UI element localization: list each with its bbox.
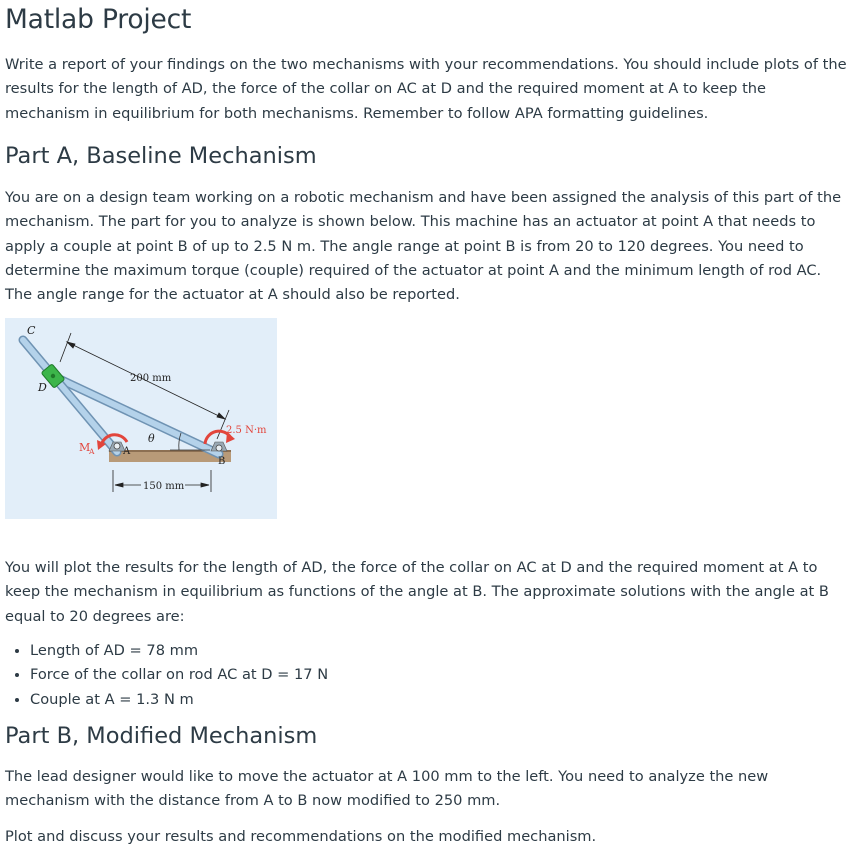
solution-item-ad-length: • Length of AD = 78 mm <box>30 639 328 663</box>
label-ma: M <box>79 441 91 454</box>
rod-db <box>53 376 219 454</box>
label-b: B <box>218 456 226 467</box>
mechanism-diagram <box>5 318 277 519</box>
part-b-paragraph: The lead designer would like to move the actuator at A 100 mm to the left. You need to analyze the new mechanism with the distance from A to B now modified to 250 mm. <box>5 768 769 810</box>
part-a-heading: Part A, Baseline Mechanism <box>5 143 317 169</box>
mechanism-figure <box>5 318 277 519</box>
label-dim-150: 150 mm <box>143 481 185 492</box>
part-b-heading: Part B, Modified Mechanism <box>5 723 318 749</box>
label-c: C <box>27 324 36 337</box>
solution-item-couple-a: • Couple at A = 1.3 N m <box>30 688 328 712</box>
part-a-plot-paragraph: You will plot the results for the length of AD, the force of the collar on AC at D and the required moment at A to keep the mechanism in equilibrium as functions of the angle at B. The approximate solutions with the angle at B equal to 20 degrees are: <box>5 559 829 625</box>
label-couple: 2.5 N·m <box>226 425 267 436</box>
label-ma-sub: A <box>89 447 95 456</box>
label-dim-200: 200 mm <box>130 373 172 384</box>
label-d: D <box>38 381 47 394</box>
label-a: A <box>123 446 131 457</box>
part-b-closing: Plot and discuss your results and recommendations on the modified mechanism. <box>5 828 597 845</box>
solution-item-collar-force: • Force of the collar on rod AC at D = 17 N <box>30 663 328 687</box>
label-theta: θ <box>148 432 155 445</box>
pin-b <box>211 442 227 451</box>
solutions-list <box>5 639 328 712</box>
page-title: Matlab Project <box>5 4 192 35</box>
intro-paragraph: Write a report of your findings on the two mechanisms with your recommendations. You should include plots of the results for the length of AD, the force of the collar on AC at D and the required moment at A to keep the mechanism in equilibrium for both mechanisms. Remember to follow APA formatting guidelines. <box>5 56 847 122</box>
part-a-paragraph: You are on a design team working on a robotic mechanism and have been assigned the analysis of this part of the mechanism. The part for you to analyze is shown below. This machine has an actuator at point A that needs to apply a couple at point B of up to 2.5 N m. The angle range at point B is from 20 to 120 degrees. You need to determine the maximum torque (couple) required of the actuator at point A and the minimum length of rod AC. The angle range for the actuator at A should also be reported. <box>5 189 842 304</box>
